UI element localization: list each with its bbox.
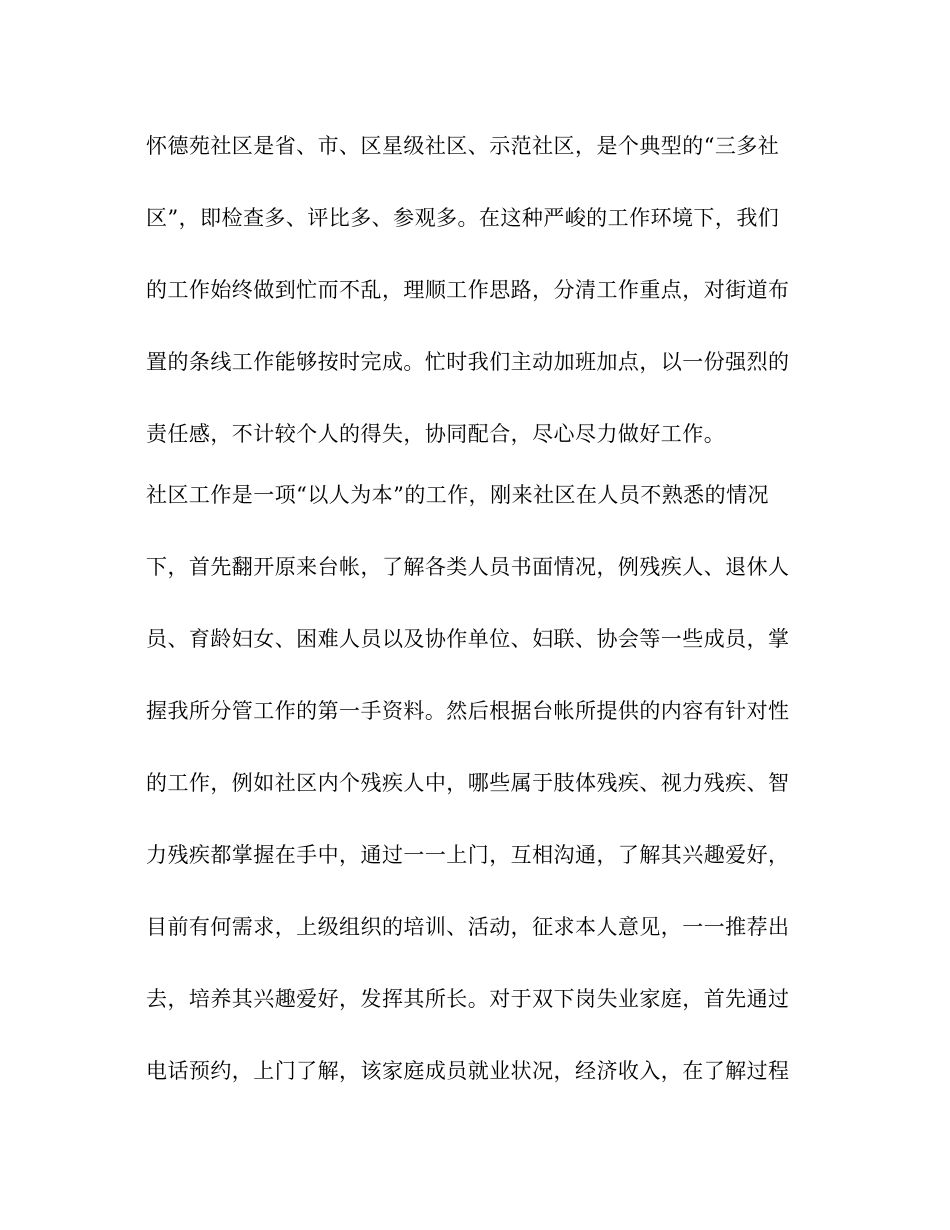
text-line: 目前有何需求，上级组织的培训、活动，征求本人意见，一一推荐出 [146, 915, 790, 939]
text-line: 社区工作是一项“以人为本”的工作，刚来社区在人员不熟悉的情况 [146, 483, 769, 507]
text-line: 力残疾都掌握在手中，通过一一上门，互相沟通，了解其兴趣爱好， [146, 843, 790, 867]
text-line: 怀德苑社区是省、市、区星级社区、示范社区，是个典型的“三多社 [146, 134, 780, 158]
text-line: 的工作，例如社区内个残疾人中，哪些属于肢体残疾、视力残疾、智 [146, 771, 790, 795]
text-line: 下，首先翻开原来台帐，了解各类人员书面情况，例残疾人、退休人 [146, 555, 790, 579]
text-line: 握我所分管工作的第一手资料。然后根据台帐所提供的内容有针对性 [146, 699, 790, 723]
text-line: 的工作始终做到忙而不乱，理顺工作思路，分清工作重点，对街道布 [146, 278, 790, 302]
text-line: 区”，即检查多、评比多、参观多。在这种严峻的工作环境下，我们 [146, 206, 780, 230]
text-line: 电话预约，上门了解，该家庭成员就业状况，经济收入，在了解过程 [146, 1059, 790, 1083]
text-line: 员、育龄妇女、困难人员以及协作单位、妇联、协会等一些成员，掌 [146, 627, 790, 651]
text-line: 置的条线工作能够按时完成。忙时我们主动加班加点，以一份强烈的 [146, 350, 790, 374]
text-line: 去，培养其兴趣爱好，发挥其所长。对于双下岗失业家庭，首先通过 [146, 987, 790, 1011]
text-line: 责任感，不计较个人的得失，协同配合，尽心尽力做好工作。 [146, 422, 726, 446]
